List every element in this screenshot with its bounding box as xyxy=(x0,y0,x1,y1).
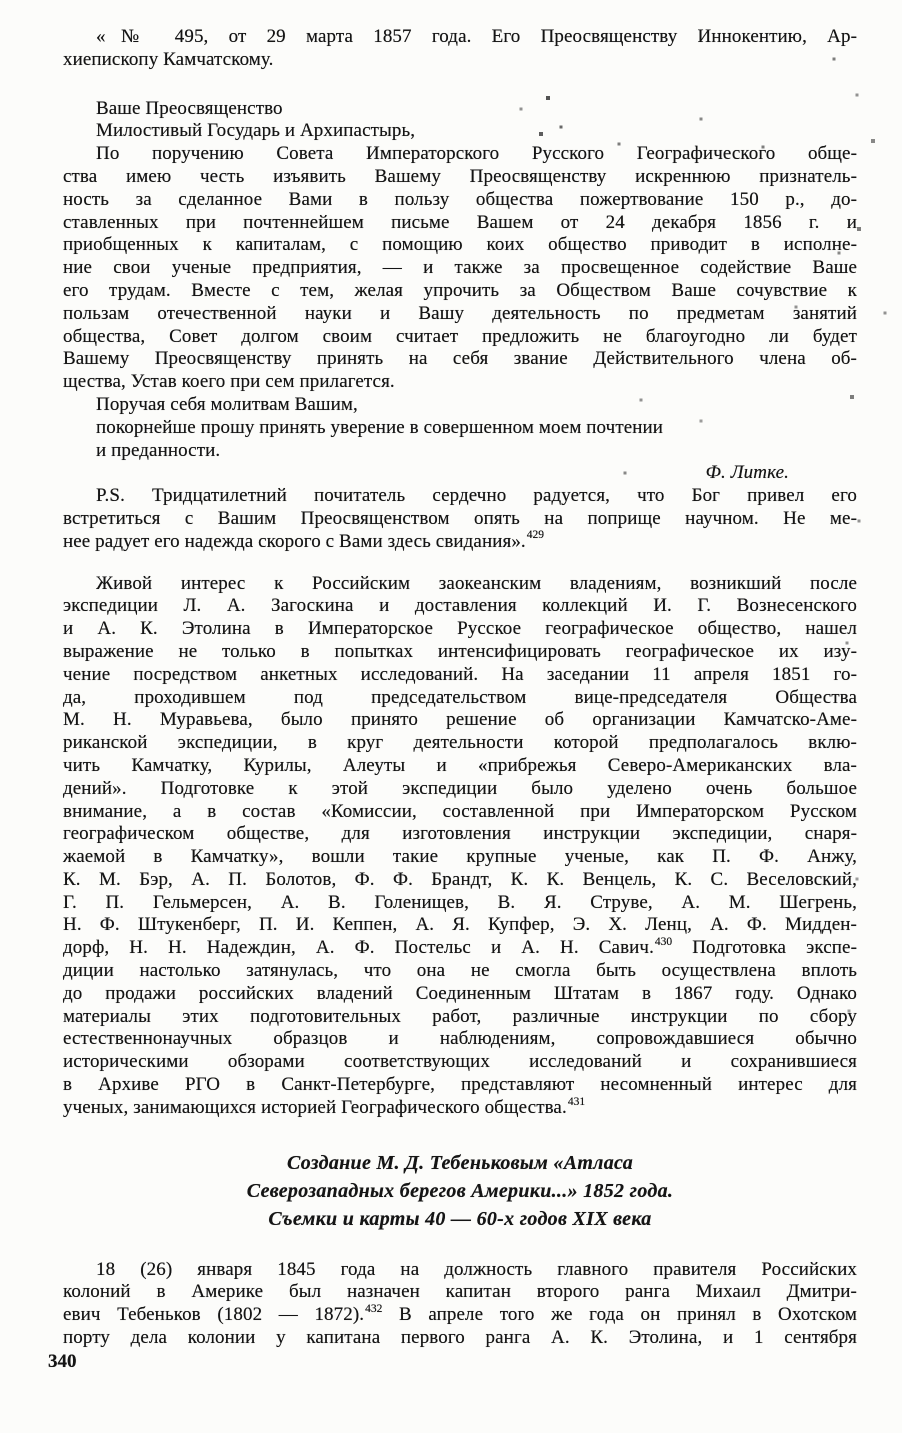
section-heading xyxy=(63,1149,857,1233)
line-text: экспедиции Л. А. Загоскина и доставления коллекций И. Г. Вознесенского xyxy=(63,595,857,617)
line-text: Ф. Литке. xyxy=(705,462,789,484)
line-text: да, проходившем под председательством вице-председателя Общества xyxy=(63,686,857,708)
scan-noise xyxy=(0,0,2,2)
line-text: диции настолько затянулась, что она не смогла быть осуществлена вплоть xyxy=(63,960,857,982)
letter-postscript xyxy=(63,485,857,553)
line-text: внимание, а в состав «Комиссии, составленной при Императорском Русском xyxy=(63,800,857,822)
line-text: По поручению Совета Императорского Русского Географического обще- xyxy=(96,143,857,165)
text-line xyxy=(63,778,857,801)
text-line xyxy=(63,1074,857,1097)
line-text: дений». Подготовке к этой экспедиции было уделено очень большое xyxy=(63,777,857,799)
text-line xyxy=(63,440,857,463)
text-line xyxy=(63,755,857,778)
text-line xyxy=(63,1281,857,1304)
text-line xyxy=(63,120,857,143)
line-text: выражение не только в попытках интенсифицировать географическое их изу- xyxy=(63,640,857,662)
line-text: встретиться с Вашим Преосвященством опять на поприще научном. Не ме- xyxy=(63,507,857,529)
text-line xyxy=(63,1051,857,1074)
text-line xyxy=(63,823,857,846)
text-line xyxy=(63,1097,857,1120)
line-text: историческими обзорами соответствующих исследований и сохранившиеся xyxy=(63,1051,857,1073)
line-text: Северозападных берегов Америки...» 1852 года. xyxy=(246,1179,674,1202)
text-line xyxy=(63,641,857,664)
text-line xyxy=(63,801,857,824)
text-line xyxy=(63,732,857,755)
text-line xyxy=(63,687,857,710)
letter-opening xyxy=(63,26,857,72)
main-paragraph xyxy=(63,573,857,1120)
line-text: покорнейше прошу принять уверение в совершенном моем почтении xyxy=(96,416,664,438)
line-text: риканской экспедиции, в круг деятельности которой предполагалось вклю- xyxy=(63,732,857,754)
text-line xyxy=(63,709,857,732)
text-line xyxy=(63,846,857,869)
line-text: В апреле того же года он принял в Охотском xyxy=(382,1304,857,1326)
line-text: и преданности. xyxy=(96,439,221,461)
line-text: Вашему Преосвященству принять на себя звание Действительного члена об- xyxy=(63,348,857,370)
line-text: дорф, Н. Н. Надеждин, А. Ф. Постельс и А. Н. Савич. xyxy=(63,937,654,959)
line-text: материалы этих подготовительных работ, различные инструкции по сбору xyxy=(63,1005,857,1027)
line-text: К. М. Бэр, А. П. Болотов, Ф. Ф. Брандт, К. К. Венцель, К. С. Веселовский, xyxy=(63,868,857,890)
text-line xyxy=(63,573,857,596)
line-text: чение посредством анкетных исследований. На заседании 11 апреля 1851 го- xyxy=(63,663,857,685)
text-line xyxy=(63,914,857,937)
line-text: «№ 495, от 29 марта 1857 года. Его Преосвященству Иннокентию, Ар- xyxy=(96,26,857,47)
line-text: Живой интерес к Российским заокеанским владениям, возникший после xyxy=(96,572,857,594)
line-text: его трудам. Вместе с тем, желая упрочить за Обществом Ваше сочувствие к xyxy=(63,279,857,301)
line-text: Милостивый Государь и Архипастырь, xyxy=(96,120,416,142)
line-text: Съемки и карты 40 — 60-х годов XIX века xyxy=(268,1207,652,1230)
text-line xyxy=(63,257,857,280)
letter-signature xyxy=(63,462,857,485)
text-line xyxy=(63,303,857,326)
text-line xyxy=(63,1259,857,1282)
line-text: евич Тебеньков (1802 — 1872). xyxy=(63,1304,365,1326)
page-number: 340 xyxy=(48,1351,77,1372)
line-text: 18 (26) января 1845 года на должность главного правителя Российских xyxy=(96,1258,857,1280)
line-text: Поручая себя молитвам Вашим, xyxy=(96,393,358,415)
text-line xyxy=(63,166,857,189)
text-line xyxy=(63,280,857,303)
text-line xyxy=(63,1327,857,1350)
line-text: и А. К. Этолина в Императорское Русское географическое общество, нашел xyxy=(63,618,857,640)
line-text: географическом обществе, для изготовления инструкции экспедиции, снаря- xyxy=(63,823,857,845)
text-line xyxy=(63,485,857,508)
line-text: порту дела колонии у капитана первого ранга А. К. Этолина, и 1 сентября xyxy=(63,1327,857,1349)
text-line xyxy=(63,348,857,371)
closing-paragraph xyxy=(63,1259,857,1350)
text-line xyxy=(63,234,857,257)
text-line xyxy=(63,49,857,72)
text-line xyxy=(63,1028,857,1051)
text-line xyxy=(63,531,857,554)
text-line xyxy=(63,937,857,960)
text-line xyxy=(63,983,857,1006)
line-text: жаемой в Камчатку», вошли такие крупные ученые, как П. Ф. Анжу, xyxy=(63,846,857,868)
text-line xyxy=(63,417,857,440)
line-text: Подготовка экспе- xyxy=(672,937,857,959)
line-text: приобщенных к капиталам, с помощию коих общество приводит в исполне- xyxy=(63,234,857,256)
page-text xyxy=(63,26,857,1350)
line-text: М. Н. Муравьева, было принято решение об организации Камчатско-Аме- xyxy=(63,709,857,731)
line-text: хиепископу Камчатскому. xyxy=(63,48,274,70)
text-line xyxy=(63,960,857,983)
footnote-ref: 429 xyxy=(526,529,545,542)
text-line xyxy=(63,618,857,641)
text-line xyxy=(63,1304,857,1327)
line-text: ства имею честь изъявить Вашему Преосвященству искреннюю признатель- xyxy=(63,165,857,187)
heading-line xyxy=(63,1205,857,1233)
text-line xyxy=(63,326,857,349)
letter-body xyxy=(63,98,857,463)
line-text: в Архиве РГО в Санкт-Петербурге, представляют несомненный интерес для xyxy=(63,1074,857,1096)
line-text: Ваше Преосвященство xyxy=(96,97,283,119)
text-line xyxy=(63,1006,857,1029)
text-line xyxy=(63,189,857,212)
line-text: Г. П. Гельмерсен, А. В. Голенищев, В. Я. Струве, А. М. Шегрень, xyxy=(63,891,857,913)
line-text: ученых, занимающихся историей Географического общества. xyxy=(63,1096,567,1118)
text-line xyxy=(63,664,857,687)
line-text: Н. Ф. Штукенберг, П. И. Кеппен, А. Я. Купфер, Э. Х. Ленц, А. Ф. Мидден- xyxy=(63,914,857,936)
text-line xyxy=(63,394,857,417)
text-line xyxy=(63,595,857,618)
heading-line xyxy=(63,1177,857,1205)
line-text: P.S. Тридцатилетний почитатель сердечно радуется, что Бог привел его xyxy=(96,485,857,507)
text-line xyxy=(63,869,857,892)
line-text: пользам отечественной науки и Вашу деятельность по предметам занятий xyxy=(63,302,857,324)
line-text: нее радует его надежда скорого с Вами здесь свидания». xyxy=(63,530,526,552)
line-text: щества, Устав коего при сем прилагется. xyxy=(63,371,395,393)
line-text: ние свои ученые предприятия, — и также за просвещенное содействие Ваше xyxy=(63,257,857,279)
heading-line xyxy=(63,1149,857,1177)
text-line xyxy=(63,26,857,49)
text-line xyxy=(63,212,857,235)
footnote-ref: 432 xyxy=(365,1302,383,1315)
line-text: естественнонаучных образцов и наблюдениям, сопровождавшиеся обычно xyxy=(63,1028,857,1050)
line-text: общества, Совет долгом своим считает предложить не благоугодно ли будет xyxy=(63,325,857,347)
text-line xyxy=(63,371,857,394)
text-line xyxy=(63,462,857,485)
line-text: ставленных при почтеннейшем письме Вашем от 24 декабря 1856 г. и xyxy=(63,211,857,233)
line-text: Создание М. Д. Тебеньковым «Атласа xyxy=(286,1151,634,1174)
footnote-ref: 430 xyxy=(654,935,673,948)
line-text: до продажи российских владений Соединенным Штатам в 1867 году. Однако xyxy=(63,982,857,1004)
text-line xyxy=(63,98,857,121)
line-text: чить Камчатку, Курилы, Алеуты и «прибрежья Северо-Американских вла- xyxy=(63,754,857,776)
text-line xyxy=(63,508,857,531)
footnote-ref: 431 xyxy=(567,1095,586,1108)
text-line xyxy=(63,892,857,915)
text-line xyxy=(63,143,857,166)
line-text: колоний в Америке был назначен капитан второго ранга Михаил Дмитри- xyxy=(63,1281,857,1303)
line-text: ность за сделанное Вами в пользу общества пожертвование 150 р., до- xyxy=(63,188,857,210)
